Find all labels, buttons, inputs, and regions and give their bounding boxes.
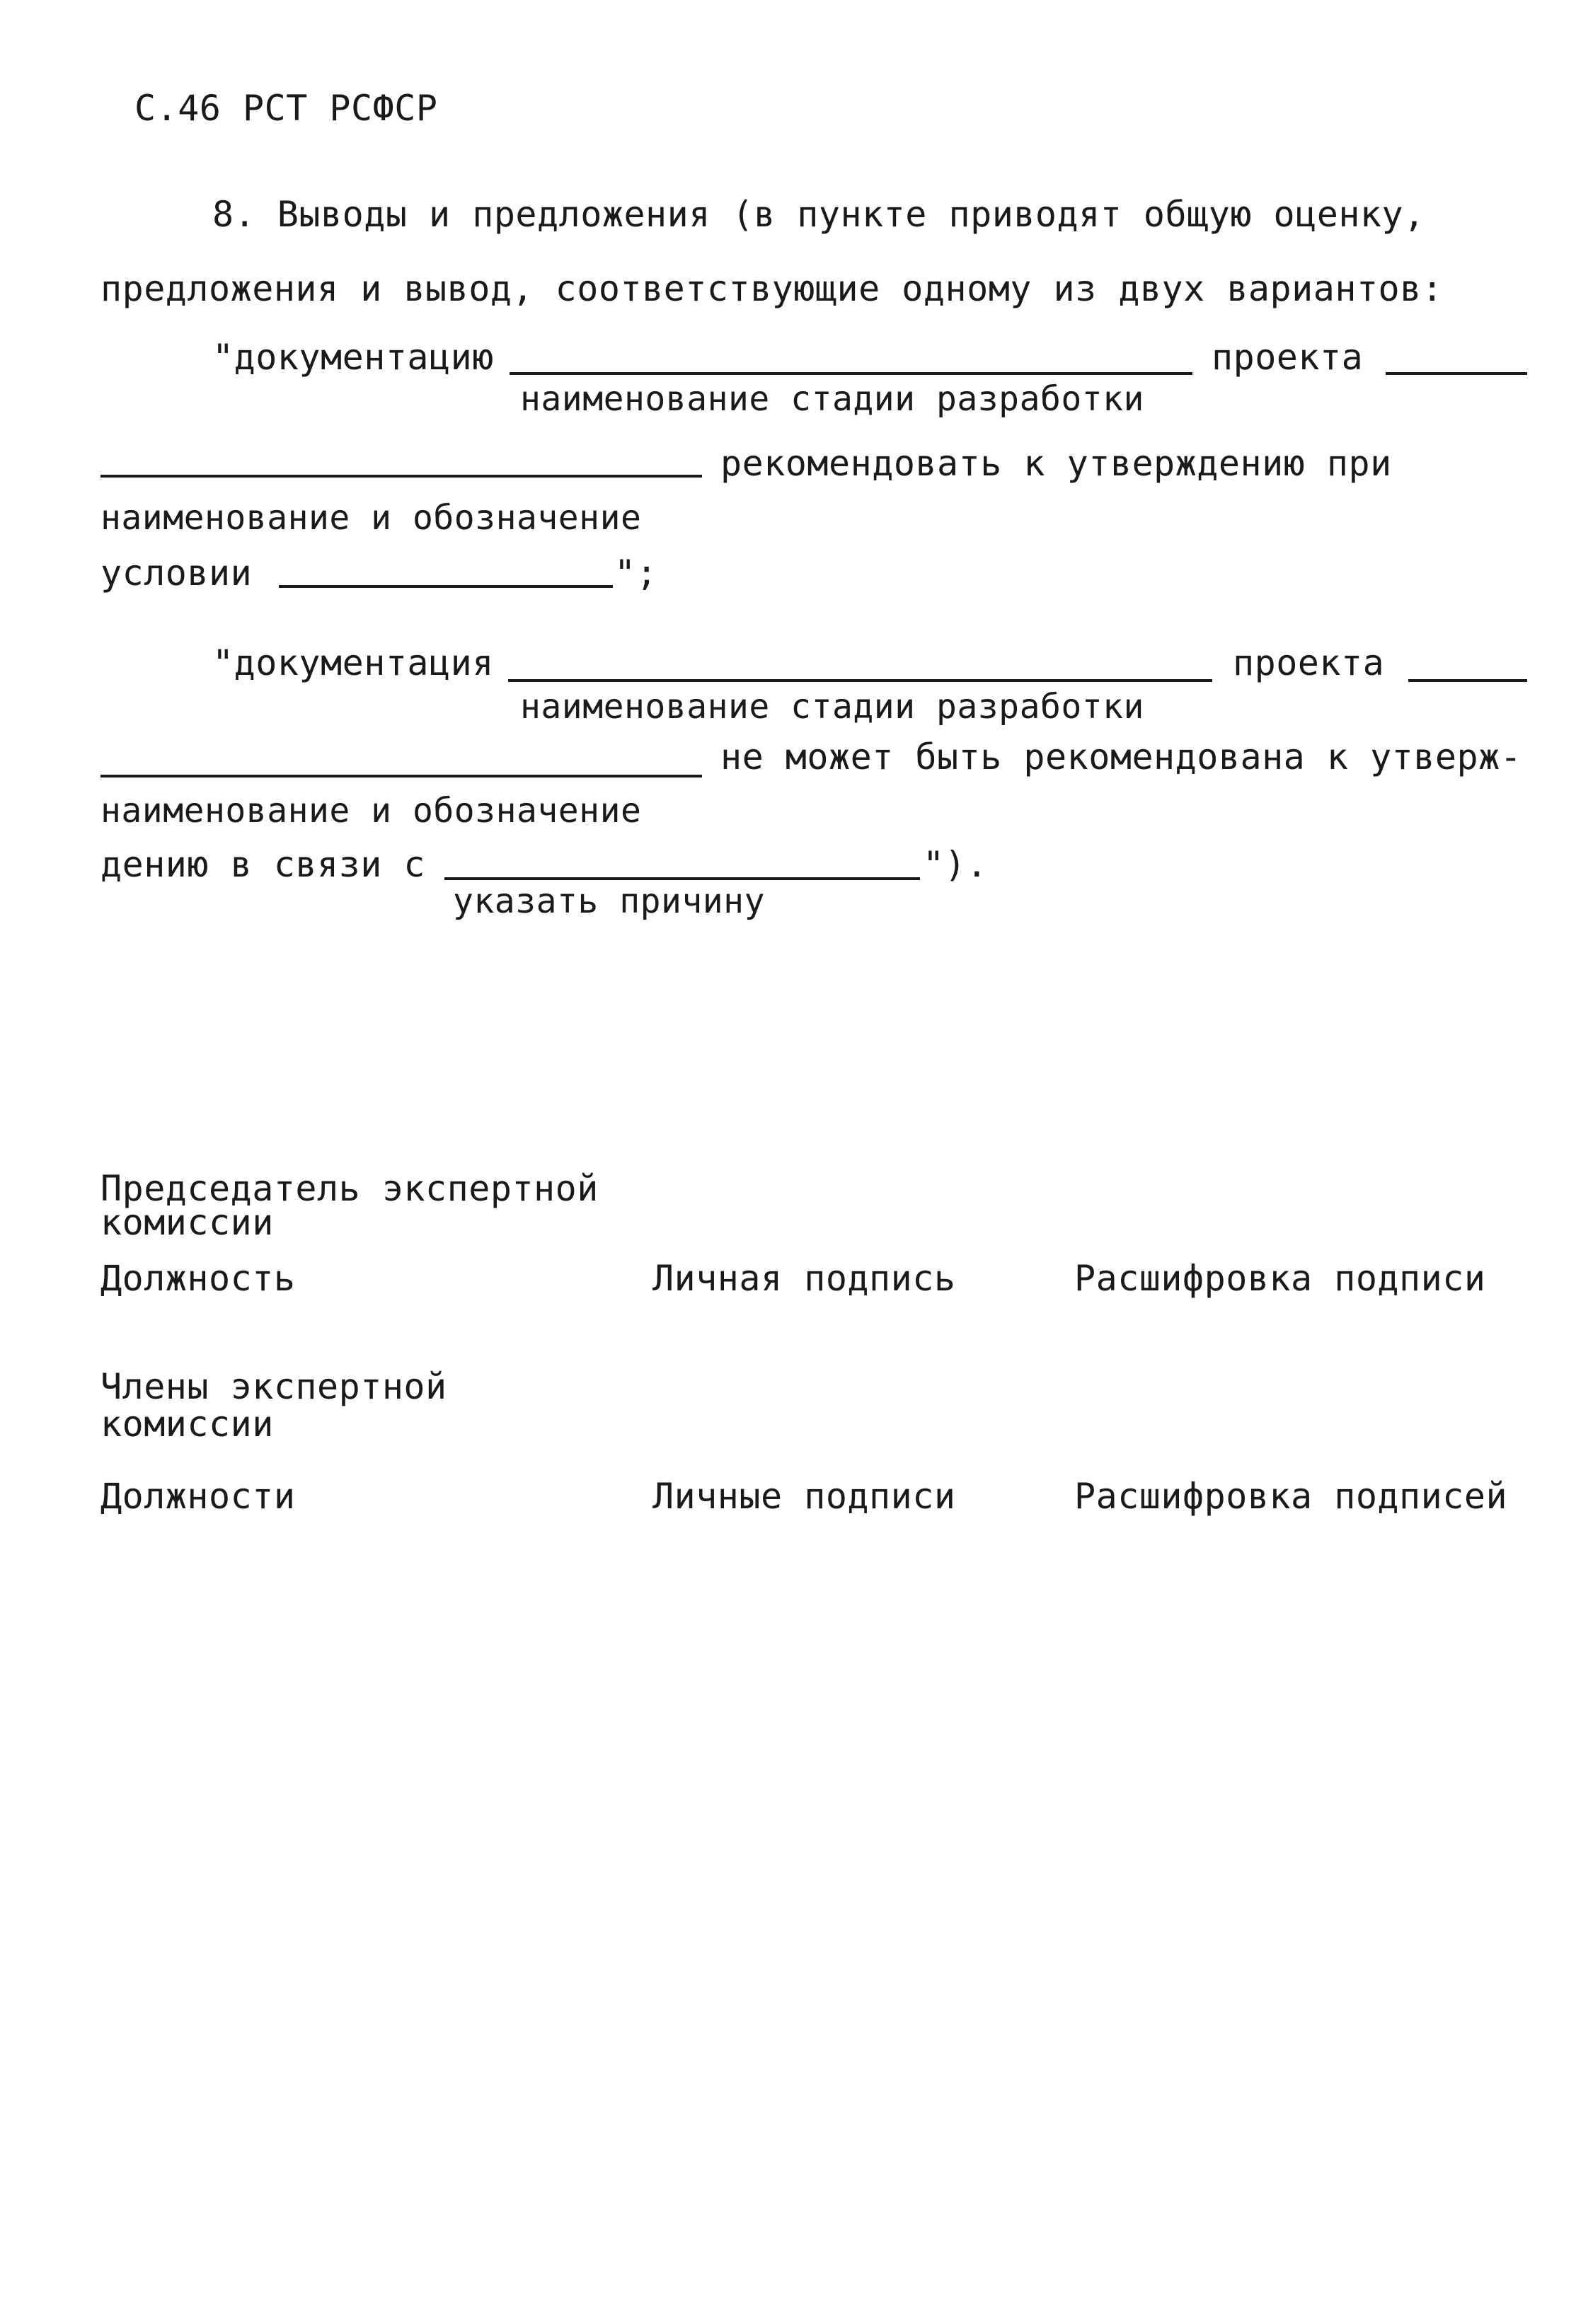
members-label-line-2: комиссии xyxy=(100,1404,274,1445)
variant1-stage-caption: наименование стадии разработки xyxy=(520,379,1144,419)
variant2-stage-blank xyxy=(508,679,1212,682)
chairman-label-line-2: комиссии xyxy=(100,1202,274,1243)
variant2-end: "). xyxy=(923,844,988,885)
members-label-line-1: Члены экспертной xyxy=(100,1366,447,1407)
variant2-start: "документация xyxy=(212,642,494,683)
section-8-line-2: предложения и вывод, соответствующие одному из двух вариантов: xyxy=(100,268,1444,309)
variant1-project: проекта xyxy=(1212,337,1364,378)
variant1-project-blank xyxy=(1386,372,1527,375)
variant1-condition-blank xyxy=(279,585,613,588)
variant1-condition: условии xyxy=(100,553,253,594)
variant1-recommend: рекомендовать к утверждению при xyxy=(720,443,1392,484)
variant2-project: проекта xyxy=(1233,642,1385,683)
variant2-name-caption: наименование и обозначение xyxy=(100,791,642,831)
variant1-name-caption: наименование и обозначение xyxy=(100,498,642,538)
variant1-start: "документацию xyxy=(212,337,494,378)
members-positions: Должности xyxy=(100,1476,296,1517)
members-personal-signatures: Личные подписи xyxy=(652,1476,956,1517)
page-reference: С.46 РСТ РСФСР xyxy=(134,88,438,129)
variant2-not-recommend: не может быть рекомендована к утверж- xyxy=(720,736,1522,777)
variant2-due-to: дению в связи с xyxy=(100,844,426,885)
variant2-stage-caption: наименование стадии разработки xyxy=(520,687,1144,727)
variant2-name-blank xyxy=(100,775,702,777)
section-8-line-1: 8. Выводы и предложения (в пункте приводят общую оценку, xyxy=(212,194,1425,235)
chairman-label-line-1: Председатель экспертной xyxy=(100,1168,599,1209)
variant1-stage-blank xyxy=(510,372,1192,375)
members-signatures-transcript: Расшифровка подписей xyxy=(1074,1476,1508,1517)
variant2-reason-blank xyxy=(444,877,920,880)
variant2-project-blank xyxy=(1408,679,1527,682)
chairman-personal-signature: Личная подпись xyxy=(652,1258,956,1299)
variant1-name-blank xyxy=(100,475,702,478)
chairman-signature-transcript: Расшифровка подписи xyxy=(1074,1258,1486,1299)
variant2-reason-caption: указать причину xyxy=(453,881,765,921)
variant1-end: "; xyxy=(614,553,658,594)
chairman-position: Должность xyxy=(100,1258,296,1299)
